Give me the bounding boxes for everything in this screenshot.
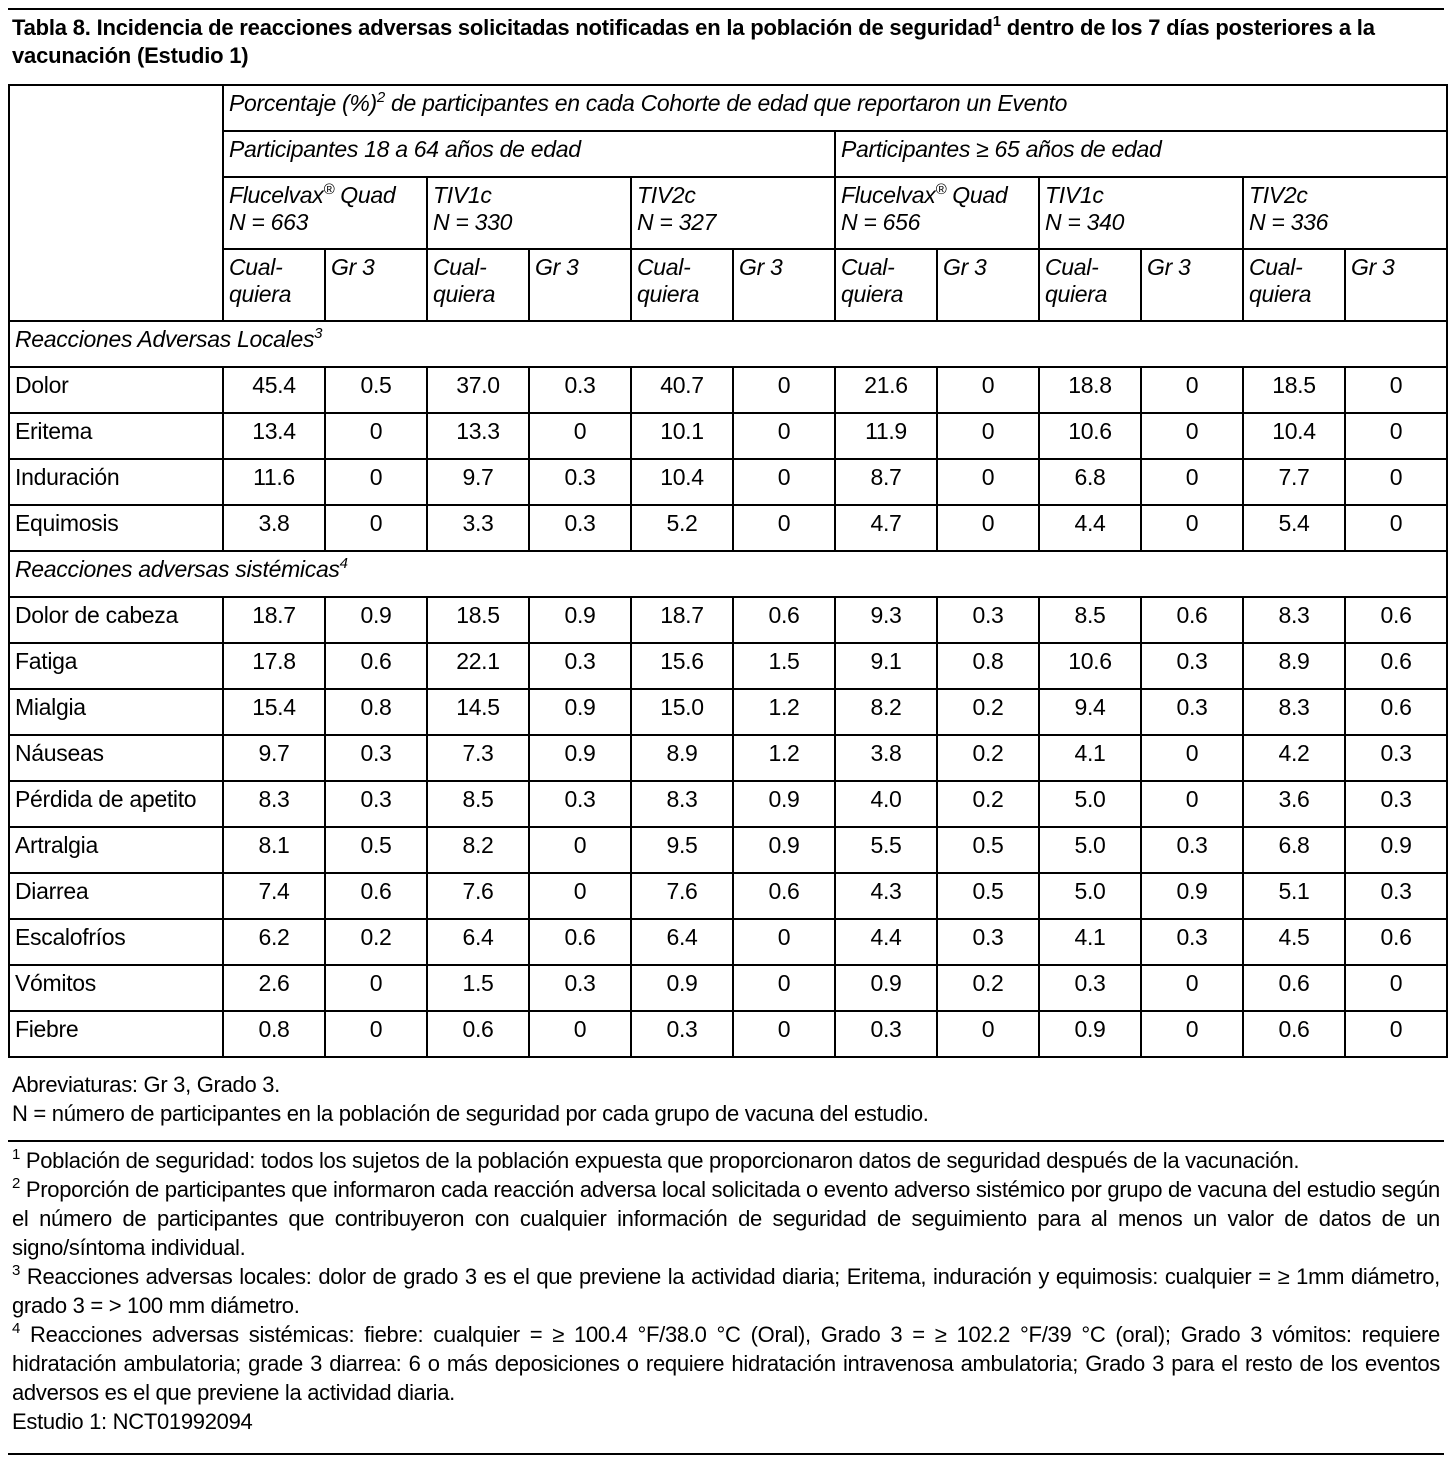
table-cell: 0 — [325, 965, 427, 1011]
reaction-name: Fatiga — [9, 643, 223, 689]
table-cell: 9.7 — [427, 459, 529, 505]
table-cell: 7.4 — [223, 873, 325, 919]
table-cell: 4.7 — [835, 505, 937, 551]
table-cell: 0.3 — [529, 505, 631, 551]
table-cell: 0 — [529, 827, 631, 873]
table-cell: 0 — [1141, 781, 1243, 827]
table-cell: 0.5 — [325, 827, 427, 873]
table-cell: 0.2 — [325, 919, 427, 965]
reaction-name: Mialgia — [9, 689, 223, 735]
table-cell: 0.3 — [1345, 735, 1447, 781]
table-cell: 6.4 — [631, 919, 733, 965]
table-cell: 5.4 — [1243, 505, 1345, 551]
table-cell: 0 — [937, 413, 1039, 459]
table-cell: 2.6 — [223, 965, 325, 1011]
title-text: Tabla 8. Incidencia de reacciones adversas solicitadas notificadas en la población de seguridad — [12, 15, 993, 40]
table-cell: 1.2 — [733, 735, 835, 781]
vaccine-group-header: Flucelvax® Quad N = 663 — [223, 177, 427, 249]
table-cell: 8.3 — [631, 781, 733, 827]
table-cell: 8.2 — [835, 689, 937, 735]
table-cell: 8.3 — [1243, 597, 1345, 643]
table-cell: 4.3 — [835, 873, 937, 919]
table-cell: 45.4 — [223, 367, 325, 413]
table-cell: 0.3 — [1345, 873, 1447, 919]
any-grade-header: Cual- quiera — [427, 249, 529, 321]
table-cell: 0.6 — [1243, 965, 1345, 1011]
table-cell: 40.7 — [631, 367, 733, 413]
table-cell: 8.9 — [1243, 643, 1345, 689]
footnote-rule — [8, 1140, 1444, 1142]
title-text-continued: dentro de los 7 días posteriores a la vacunación (Estudio 1) — [12, 15, 1375, 68]
table-cell: 15.0 — [631, 689, 733, 735]
table-cell: 0.2 — [937, 965, 1039, 1011]
table-cell: 8.5 — [427, 781, 529, 827]
table-cell: 0.3 — [529, 367, 631, 413]
table-cell: 10.1 — [631, 413, 733, 459]
table-cell: 6.4 — [427, 919, 529, 965]
any-grade-header: Cual- quiera — [1039, 249, 1141, 321]
grade-3-header: Gr 3 — [325, 249, 427, 321]
vaccine-group-header: TIV2c N = 327 — [631, 177, 835, 249]
table-cell: 0 — [325, 1011, 427, 1057]
table-cell: 0 — [733, 367, 835, 413]
reaction-name: Artralgia — [9, 827, 223, 873]
table-cell: 4.4 — [835, 919, 937, 965]
table-cell: 0.2 — [937, 689, 1039, 735]
footnote-3: $^3$ Reacciones adversas locales: dolor de grado 3 es el que previene la actividad diaria; Eritema, induración y equimosis: cualquier = ≥ 1mm diámetro, grado 3 = > 100 mm diámetro. — [12, 1262, 1440, 1318]
table-row — [9, 873, 1447, 919]
table-cell: 0 — [1141, 413, 1243, 459]
table-cell: 4.0 — [835, 781, 937, 827]
table-cell: 8.9 — [631, 735, 733, 781]
reaction-name: Eritema — [9, 413, 223, 459]
vaccine-group-header: TIV2c N = 336 — [1243, 177, 1447, 249]
table-cell: 0.3 — [325, 735, 427, 781]
table-cell: 4.1 — [1039, 919, 1141, 965]
table-cell: 14.5 — [427, 689, 529, 735]
table-cell: 22.1 — [427, 643, 529, 689]
title-footnote-marker: 1 — [992, 13, 1001, 30]
table-cell: 0.5 — [937, 827, 1039, 873]
cohort-18-64-header: Participantes 18 a 64 años de edad — [223, 131, 835, 177]
table-cell: 9.1 — [835, 643, 937, 689]
table-row — [9, 1011, 1447, 1057]
table-cell: 0 — [937, 505, 1039, 551]
table-cell: 11.6 — [223, 459, 325, 505]
table-cell: 0 — [325, 459, 427, 505]
table-cell: 15.6 — [631, 643, 733, 689]
table-cell: 8.3 — [223, 781, 325, 827]
vaccine-group-header: TIV1c N = 330 — [427, 177, 631, 249]
table-cell: 7.7 — [1243, 459, 1345, 505]
table-cell: 3.3 — [427, 505, 529, 551]
table-row — [9, 781, 1447, 827]
grade-3-header: Gr 3 — [937, 249, 1039, 321]
table-cell: 0 — [733, 505, 835, 551]
vaccine-n-count: N = 656 — [841, 209, 921, 235]
table-cell: 18.8 — [1039, 367, 1141, 413]
bottom-rule — [8, 1453, 1444, 1455]
table-cell: 18.7 — [631, 597, 733, 643]
table-cell: 0 — [733, 459, 835, 505]
reaction-name: Induración — [9, 459, 223, 505]
table-cell: 0.3 — [529, 643, 631, 689]
grade-3-header: Gr 3 — [529, 249, 631, 321]
footnote-2: $^2$ Proporción de participantes que informaron cada reacción adversa local solicitada o evento adverso sistémico por grupo de vacuna del estudio según el número de participantes que contribuyeron con cualquier información de seguridad de seguimiento para al menos un valor de datos de un signo/síntoma individual. — [12, 1175, 1440, 1260]
table-row — [9, 505, 1447, 551]
table-cell: 3.8 — [835, 735, 937, 781]
table-cell: 18.7 — [223, 597, 325, 643]
table-cell: 0.3 — [529, 965, 631, 1011]
any-grade-header: Cual- quiera — [1243, 249, 1345, 321]
table-cell: 0.5 — [937, 873, 1039, 919]
table-cell: 0.3 — [1039, 965, 1141, 1011]
table-cell: 0 — [1141, 1011, 1243, 1057]
table-cell: 0.2 — [937, 781, 1039, 827]
table-cell: 0 — [937, 459, 1039, 505]
table-cell: 4.5 — [1243, 919, 1345, 965]
table-cell: 9.5 — [631, 827, 733, 873]
table-cell: 5.0 — [1039, 827, 1141, 873]
table-cell: 0.8 — [325, 689, 427, 735]
table-row — [9, 643, 1447, 689]
table-row — [9, 919, 1447, 965]
empty-corner-cell — [9, 85, 223, 321]
table-cell: 37.0 — [427, 367, 529, 413]
table-cell: 0.6 — [529, 919, 631, 965]
table-cell: 0.8 — [937, 643, 1039, 689]
reaction-name: Vómitos — [9, 965, 223, 1011]
table-row — [9, 459, 1447, 505]
table-cell: 0.9 — [529, 735, 631, 781]
table-cell: 0.8 — [223, 1011, 325, 1057]
table-cell: 0 — [529, 873, 631, 919]
any-grade-header: Cual- quiera — [631, 249, 733, 321]
table-cell: 18.5 — [427, 597, 529, 643]
table-cell: 0.3 — [1141, 643, 1243, 689]
table-cell: 0.3 — [937, 597, 1039, 643]
reaction-name: Pérdida de apetito — [9, 781, 223, 827]
grade-3-header: Gr 3 — [1141, 249, 1243, 321]
table-cell: 5.5 — [835, 827, 937, 873]
reaction-name: Escalofríos — [9, 919, 223, 965]
table-cell: 0 — [1345, 1011, 1447, 1057]
table-cell: 0 — [529, 413, 631, 459]
table-cell: 1.2 — [733, 689, 835, 735]
table-cell: 0.3 — [1141, 919, 1243, 965]
table-cell: 0.9 — [1039, 1011, 1141, 1057]
table-cell: 6.8 — [1039, 459, 1141, 505]
table-cell: 5.0 — [1039, 781, 1141, 827]
table-cell: 8.5 — [1039, 597, 1141, 643]
table-row — [9, 735, 1447, 781]
reaction-name: Dolor de cabeza — [9, 597, 223, 643]
table-cell: 0.3 — [529, 459, 631, 505]
any-grade-header: Cual- quiera — [223, 249, 325, 321]
cohort-65-plus-header: Participantes ≥ 65 años de edad — [835, 131, 1447, 177]
table-cell: 0 — [733, 1011, 835, 1057]
table-cell: 10.4 — [1243, 413, 1345, 459]
table-cell: 10.6 — [1039, 643, 1141, 689]
table-cell: 0.9 — [529, 597, 631, 643]
table-cell: 0 — [1345, 413, 1447, 459]
table-cell: 8.7 — [835, 459, 937, 505]
table-cell: 0 — [1141, 367, 1243, 413]
table-cell: 0 — [1345, 459, 1447, 505]
table-row — [9, 689, 1447, 735]
table-cell: 0 — [937, 1011, 1039, 1057]
table-cell: 13.4 — [223, 413, 325, 459]
table-cell: 1.5 — [733, 643, 835, 689]
reaction-name: Equimosis — [9, 505, 223, 551]
table-cell: 0 — [529, 1011, 631, 1057]
table-cell: 5.2 — [631, 505, 733, 551]
table-cell: 0.9 — [1141, 873, 1243, 919]
table-cell: 0.6 — [1345, 643, 1447, 689]
table-cell: 0.6 — [733, 597, 835, 643]
grade-3-header: Gr 3 — [733, 249, 835, 321]
table-cell: 0.6 — [325, 643, 427, 689]
table-row — [9, 597, 1447, 643]
footnotes — [12, 1146, 1440, 1436]
table-cell: 0 — [325, 505, 427, 551]
vaccine-n-count: N = 330 — [433, 209, 513, 235]
study-identifier: Estudio 1: NCT01992094 — [12, 1409, 253, 1434]
table-cell: 0.9 — [529, 689, 631, 735]
table-cell: 6.2 — [223, 919, 325, 965]
top-rule — [8, 8, 1444, 10]
header-percentage: Porcentaje (%)$^2$ de participantes en cada Cohorte de edad que reportaron un Evento — [223, 85, 1447, 131]
table-cell: 7.3 — [427, 735, 529, 781]
table-cell: 0.3 — [937, 919, 1039, 965]
table-cell: 0.9 — [835, 965, 937, 1011]
table-cell: 9.7 — [223, 735, 325, 781]
table-cell: 6.8 — [1243, 827, 1345, 873]
table-cell: 7.6 — [427, 873, 529, 919]
table-cell: 0 — [1345, 965, 1447, 1011]
table-cell: 0 — [733, 965, 835, 1011]
table-cell: 4.4 — [1039, 505, 1141, 551]
table-cell: 9.3 — [835, 597, 937, 643]
table-cell: 3.6 — [1243, 781, 1345, 827]
table-cell: 7.6 — [631, 873, 733, 919]
table-cell: 5.1 — [1243, 873, 1345, 919]
table-row — [9, 367, 1447, 413]
vaccine-n-count: N = 336 — [1249, 209, 1329, 235]
footnote-1: $^1$ Población de seguridad: todos los sujetos de la población expuesta que proporcionaron datos de seguridad después de la vacunación. — [12, 1146, 1300, 1173]
note-n-definition: N = número de participantes en la población de seguridad por cada grupo de vacuna del estudio. — [12, 1101, 929, 1126]
table-cell: 0.6 — [1141, 597, 1243, 643]
table-cell: 10.6 — [1039, 413, 1141, 459]
table-cell: 0 — [1141, 735, 1243, 781]
table-cell: 0.3 — [1141, 689, 1243, 735]
table-cell: 0.9 — [631, 965, 733, 1011]
table-cell: 0.6 — [1345, 919, 1447, 965]
vaccine-n-count: N = 663 — [229, 209, 309, 235]
abbreviation-notes — [12, 1070, 1440, 1128]
table-cell: 0 — [1141, 459, 1243, 505]
table-cell: 0.6 — [1243, 1011, 1345, 1057]
table-row — [9, 413, 1447, 459]
table-cell: 0.9 — [733, 827, 835, 873]
reaction-name: Náuseas — [9, 735, 223, 781]
table-cell: 0.3 — [631, 1011, 733, 1057]
table-cell: 0.6 — [1345, 689, 1447, 735]
table-cell: 0 — [733, 919, 835, 965]
table-cell: 10.4 — [631, 459, 733, 505]
table-cell: 8.2 — [427, 827, 529, 873]
table-row — [9, 827, 1447, 873]
table-cell: 0.6 — [733, 873, 835, 919]
table-cell: 0 — [325, 413, 427, 459]
table-cell: 0.3 — [835, 1011, 937, 1057]
vaccine-n-count: N = 340 — [1045, 209, 1125, 235]
table-cell: 8.3 — [1243, 689, 1345, 735]
table-cell: 17.8 — [223, 643, 325, 689]
table-cell: 0.9 — [1345, 827, 1447, 873]
table-cell: 13.3 — [427, 413, 529, 459]
table-cell: 9.4 — [1039, 689, 1141, 735]
table-cell: 0.3 — [1141, 827, 1243, 873]
table-cell: 15.4 — [223, 689, 325, 735]
section-header: Reacciones adversas sistémicas$^4$ — [9, 551, 1447, 597]
table-cell: 4.2 — [1243, 735, 1345, 781]
table-cell: 3.8 — [223, 505, 325, 551]
vaccine-group-header: Flucelvax® Quad N = 656 — [835, 177, 1039, 249]
table-cell: 0.3 — [325, 781, 427, 827]
vaccine-n-count: N = 327 — [637, 209, 717, 235]
table-cell: 0 — [733, 413, 835, 459]
section-header: Reacciones Adversas Locales$^3$ — [9, 321, 1447, 367]
table-cell: 0 — [1345, 367, 1447, 413]
footnote-4: $^4$ Reacciones adversas sistémicas: fiebre: cualquier = ≥ 100.4 °F/38.0 °C (Oral), Grado 3 = ≥ 102.2 °F/39 °C (oral); Grado 3 vómitos: requiere hidratación ambulatoria; grade 3 diarrea: 6 o más deposiciones o requiere hidratación intravenosa ambulatoria; Grado 3 para el resto de los eventos adversos es el que previene la actividad diaria. — [12, 1320, 1440, 1405]
table-cell: 0.9 — [325, 597, 427, 643]
vaccine-group-header: TIV1c N = 340 — [1039, 177, 1243, 249]
table-cell: 8.1 — [223, 827, 325, 873]
reaction-name: Dolor — [9, 367, 223, 413]
table-cell: 18.5 — [1243, 367, 1345, 413]
table-cell: 4.1 — [1039, 735, 1141, 781]
table-cell: 0.3 — [1345, 781, 1447, 827]
table-cell: 1.5 — [427, 965, 529, 1011]
table-cell: 0 — [937, 367, 1039, 413]
table-cell: 5.0 — [1039, 873, 1141, 919]
table-cell: 0.5 — [325, 367, 427, 413]
table-row — [9, 965, 1447, 1011]
table-title — [12, 14, 1440, 70]
table-cell: 0.2 — [937, 735, 1039, 781]
any-grade-header: Cual- quiera — [835, 249, 937, 321]
table-cell: 0.6 — [1345, 597, 1447, 643]
table-cell: 21.6 — [835, 367, 937, 413]
table-cell: 0.6 — [427, 1011, 529, 1057]
adverse-reactions-table — [8, 84, 1448, 1058]
table-cell: 0.6 — [325, 873, 427, 919]
table-cell: 0 — [1141, 965, 1243, 1011]
reaction-name: Diarrea — [9, 873, 223, 919]
table-cell: 11.9 — [835, 413, 937, 459]
grade-3-header: Gr 3 — [1345, 249, 1447, 321]
table-cell: 0.9 — [733, 781, 835, 827]
table-cell: 0.3 — [529, 781, 631, 827]
table-cell: 0 — [1141, 505, 1243, 551]
reaction-name: Fiebre — [9, 1011, 223, 1057]
table-cell: 0 — [1345, 505, 1447, 551]
note-abbreviations: Abreviaturas: Gr 3, Grado 3. — [12, 1072, 280, 1097]
